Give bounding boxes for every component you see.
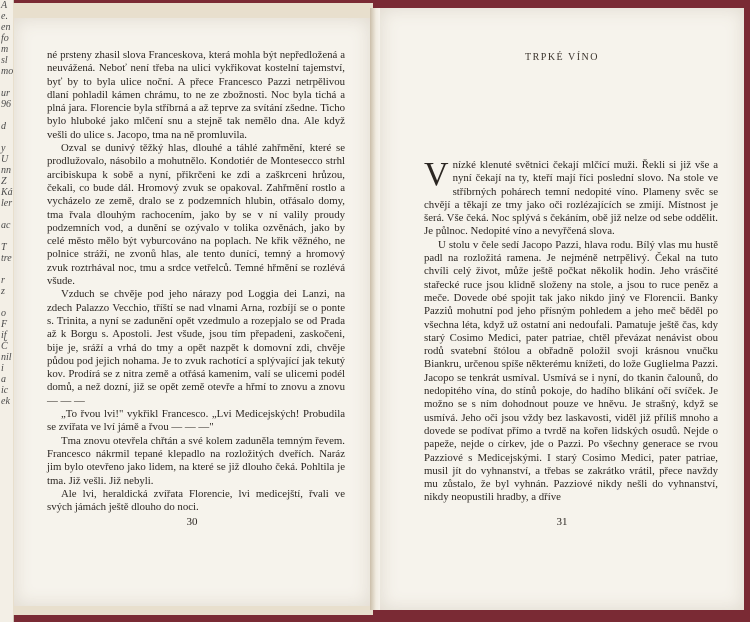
paragraph <box>47 49 345 142</box>
margin-fragment <box>1 132 13 143</box>
paragraph <box>47 435 345 488</box>
margin-fragment: nil <box>1 352 12 363</box>
text-line: zdi a zaškrceni hrůzou, čekali, co bude dál. Hromový zvuk <box>47 168 345 194</box>
text-line: na zdech Palazzo Vecchio, tříští se nad vlnami Arna, rozbíjí <box>47 288 345 314</box>
text-line: Tma znovu otevřela chřtán a své kolem zaduněla tem <box>61 434 294 447</box>
text-line: rodů svatební štólou a obřadně položil svoji krásnou vnuč <box>424 345 708 358</box>
adjacent-page-edge <box>0 0 14 622</box>
paragraph <box>47 288 345 408</box>
margin-fragment: U <box>1 154 9 165</box>
margin-fragment <box>1 77 13 88</box>
text-line: se o ponte s. Trinita, a nyní se zadunění opět vzedmulo <box>47 301 345 327</box>
paragraph <box>424 239 718 505</box>
text-line: a dunění se ozývalo v tolika ozvěnách, jako by celé město <box>47 221 346 248</box>
margin-fragment <box>1 231 13 242</box>
text-line: mový zvuk roztrhával noc, tmu a srdce vetřelců. Temné <box>47 248 345 274</box>
margin-fragment: nn <box>1 165 11 176</box>
text-line: nikdy nešli do vyhnanství, nikdy neopustili hradby, a dříve <box>424 478 718 504</box>
right-page <box>380 8 744 610</box>
text-line: né prsteny zhasil slova Franceskova, která mohla být ne <box>47 49 290 61</box>
text-line: rvou Pazziové s Medicejskými. I starý Cosimo Medici, pa <box>424 438 718 464</box>
text-line: jeho přísným pohledem a jeho meč běděl po všechna léta, <box>424 305 718 331</box>
text-line: předložená a neuvážená. Neboť není třeba na ulici vykřiko <box>47 49 346 75</box>
text-line: Vzduch se chvěje pod jeho nárazy pod Loggia dei Lanzi, <box>61 288 335 301</box>
margin-fragment: ic <box>1 385 9 396</box>
text-line: Francesco Pazzi netrpělivou dlaní pohladil kámen chrámu, <box>47 75 346 101</box>
text-line: U stolu v čele sedí Jacopo Pazzi, hlava rodu. Bílý vlas <box>438 238 679 251</box>
margin-fragment <box>1 297 13 308</box>
margin-fragment: if <box>1 330 7 341</box>
paragraph <box>47 142 345 288</box>
text-line: nelze od sebe oddělit. Je půlnoc. Nedopité víno a nevyřče <box>424 212 718 238</box>
left-page-number: 30 <box>186 516 198 528</box>
margin-fragment: m <box>1 44 9 55</box>
text-line: se opakoval. Zahřmění rostlo a vycházelo ze země, dralo se <box>47 181 345 208</box>
margin-fragment: i <box>1 363 4 374</box>
margin-fragment <box>1 264 13 275</box>
margin-fragment: a <box>1 374 6 385</box>
text-line: které se prodlužovalo, násobilo a mohutnělo. Kondotiér de <box>47 142 345 168</box>
right-page-number: 31 <box>556 516 568 528</box>
text-line: vždy bez laskavosti, viděl již příliš mnoho a dovede se po <box>424 411 718 437</box>
text-line: mu hustě padl na rozložitá ramena. Je nejméně netrpělivý. <box>424 238 718 265</box>
text-line: hadího blikání očí svíček. Je možno se s ním dohodnout <box>424 385 718 411</box>
paragraph <box>47 488 345 515</box>
text-line: stole ve stříbrných pohárech temní nedopité víno. Plameny <box>452 172 718 198</box>
text-line: Čekal na tuto chvíli celý život, může ještě počkat několik <box>424 252 718 278</box>
text-line: elma Pazzi. Jacopo se tenkrát usmíval. Usmívá se i nyní, do <box>424 358 719 384</box>
text-line: dírá se z nitra země a otřásá kamenim, valí se ulicemi <box>83 368 321 381</box>
text-line: Probudila se zvířata ve lví jámě a řvou — — —" <box>47 408 345 434</box>
text-line: dívat přímo a tvrdě na kořen lidských osudů. Nejde o pa <box>424 424 718 451</box>
text-line: hřmění se rozlévá všude. <box>47 261 346 288</box>
text-line: z podzemních hlubin, otřásalo domy, tma řvala dlouhým <box>47 195 345 221</box>
margin-fragment: Č <box>1 341 8 352</box>
margin-fragment: e. <box>1 11 8 22</box>
text-line: a rozepjalo se od Prada až k Borgu s. Apostoli. Jest všude, <box>47 314 345 341</box>
text-line: znovu a znovu — — — <box>47 381 345 407</box>
margin-fragment: r <box>1 275 5 286</box>
text-line: vrátil, přece navždy mu zůstalo, že byl vyhnán. Pazziové <box>424 464 718 491</box>
text-line: ným řevem. Francesco nákrmil tepané klepadlo na rozloži <box>47 434 345 460</box>
text-line: jsou tím přepadeni, zaskočeni, bije je, sráží a vrhá do tmy <box>47 328 345 354</box>
text-line: peže, nejde o církev, jde o Pazzi. Po všechny generace se <box>434 438 699 451</box>
text-line: stole, a jsou to ruce peněz a meče. Dovede obé spojit tak <box>424 278 718 304</box>
margin-fragment: z <box>1 286 5 297</box>
text-line: boké jako mlčení snu a stejně tak nemělo dna. Ale když <box>84 115 345 128</box>
margin-fragment: ac <box>1 220 11 231</box>
text-line: podél domů, a než dozní, již se opět země otevře a hřmí to <box>47 368 345 394</box>
text-line: již vše a nyní čekají na ty, kteří mají říci poslední slovo. Na <box>452 159 718 185</box>
margin-fragment: F <box>1 319 8 330</box>
text-line: Ale lvi, heraldická zvířata Florencie, lvi medicejští, řvali <box>61 487 335 500</box>
text-line: když už ostatní ani nedoufali. Pamatuje ještě čas, kdy starý <box>424 318 718 344</box>
text-line: byla stříbrná a až teprve za svítání zšedne. Ticho bylo hlu <box>47 102 345 128</box>
text-line: hama. Je to zvuk rachotící a splývající jak tekutý koν. Pro <box>47 354 345 381</box>
margin-fragment: ur <box>1 88 10 99</box>
text-line: tých dveřích. Naráz jim bylo otevřeno jako lidem, na které <box>47 447 345 474</box>
margin-fragment: o <box>1 308 6 319</box>
margin-fragment: d <box>1 121 6 132</box>
margin-fragment <box>1 209 13 220</box>
text-line: ve svých jámách ještě dlouho do noci. <box>47 487 345 514</box>
text-line: rachocením, jako by se v ní valily proudy podzemních vod, <box>47 208 345 234</box>
text-line: a opět nazpět k domovní zdi, chvěje půdou pod jejich no <box>47 341 345 367</box>
text-line: nízké klenuté světnici čekají mlčící muži. Řekli si <box>452 159 681 171</box>
text-line: svěc se chvějí a těkají ze tmy jako oči rozlézajících se zmijí. <box>424 185 718 211</box>
margin-fragment: T <box>1 242 7 253</box>
text-line: ku Biankru, určenou spíše některému knížeti, do lože Gugli <box>424 345 718 371</box>
text-line: Místnost je šerá. Vše čeká. Noc splývá s čekáním, obě již <box>424 198 718 225</box>
text-line: to ne ze zbožnosti. Noc byla tichá a plná jara. Florencie <box>47 88 346 115</box>
text-line: pouze ve hněvu. Je strašný, když se usmívá. Jeho oči jsou <box>424 398 719 424</box>
margin-fragment <box>1 110 13 121</box>
left-page <box>14 18 370 606</box>
margin-fragment: Ká <box>1 187 13 198</box>
text-line: ná slova. <box>576 225 615 238</box>
text-line: hodin. Jeho vrásčité stařecké ruce jsou klidně složeny na <box>424 265 718 291</box>
text-line: ter patriae, musil jít do vyhnanství, a třebas se zakrátko <box>424 451 719 477</box>
running-head: TRPKÉ VÍNO <box>525 52 599 63</box>
text-line: vešli do ulice s. Jacopo, tma na ně promluvila. <box>47 128 247 141</box>
margin-fragment: y <box>1 143 6 154</box>
margin-fragment: tre <box>1 253 12 264</box>
text-line: Montesecco strhl arcibiskupa k sobě a nyní, přikrčeni ke <box>47 155 345 181</box>
margin-fragment: en <box>1 22 11 33</box>
margin-fragment: A <box>1 0 8 11</box>
right-page-text <box>424 156 719 505</box>
text-line: se již dlouho čeká. Pohltila je tma. Již vešli. Již nebyli. <box>47 461 346 487</box>
margin-fragment: Z <box>1 176 7 187</box>
left-page-text <box>47 49 345 514</box>
margin-fragment: ek <box>1 396 10 407</box>
book-gutter <box>370 8 380 610</box>
margin-fragment: sl <box>1 55 8 66</box>
paragraph <box>424 156 718 239</box>
text-line: polnice stráží, ne zvonů hlas, ale tento dunící, temný a hro <box>47 248 321 261</box>
text-line: vat kostelní tajemství, byť by to byla ulice noční. A přece <box>47 62 345 88</box>
paragraph <box>47 408 345 435</box>
text-line: jako nikdo jiný ve Florencii. Banky Pazziů mohutní pod <box>424 291 718 318</box>
margin-fragment: ler <box>1 198 13 209</box>
text-line: „To řvou lvi!" vykřikl Francesco. „Lvi Medicejských! <box>61 408 303 421</box>
text-line: mělo být vyburcováno na poplach. Ne křik věžného, ne <box>97 235 345 248</box>
drop-cap: V <box>424 156 449 193</box>
text-line: Ozval se dunivý těžký hlas, dlouhé a táhlé zahřmění, <box>61 142 310 155</box>
margin-fragment: fo <box>1 33 9 44</box>
text-line: Cosimo Medici, pater patriae, chtěl převázat nenávist obou <box>449 331 719 344</box>
margin-fragment: 96 <box>1 99 11 110</box>
text-line: tkanin čalounů, do nedopitého vína, do stínů pokoje, do <box>424 371 719 398</box>
margin-fragment: mo <box>1 66 14 77</box>
